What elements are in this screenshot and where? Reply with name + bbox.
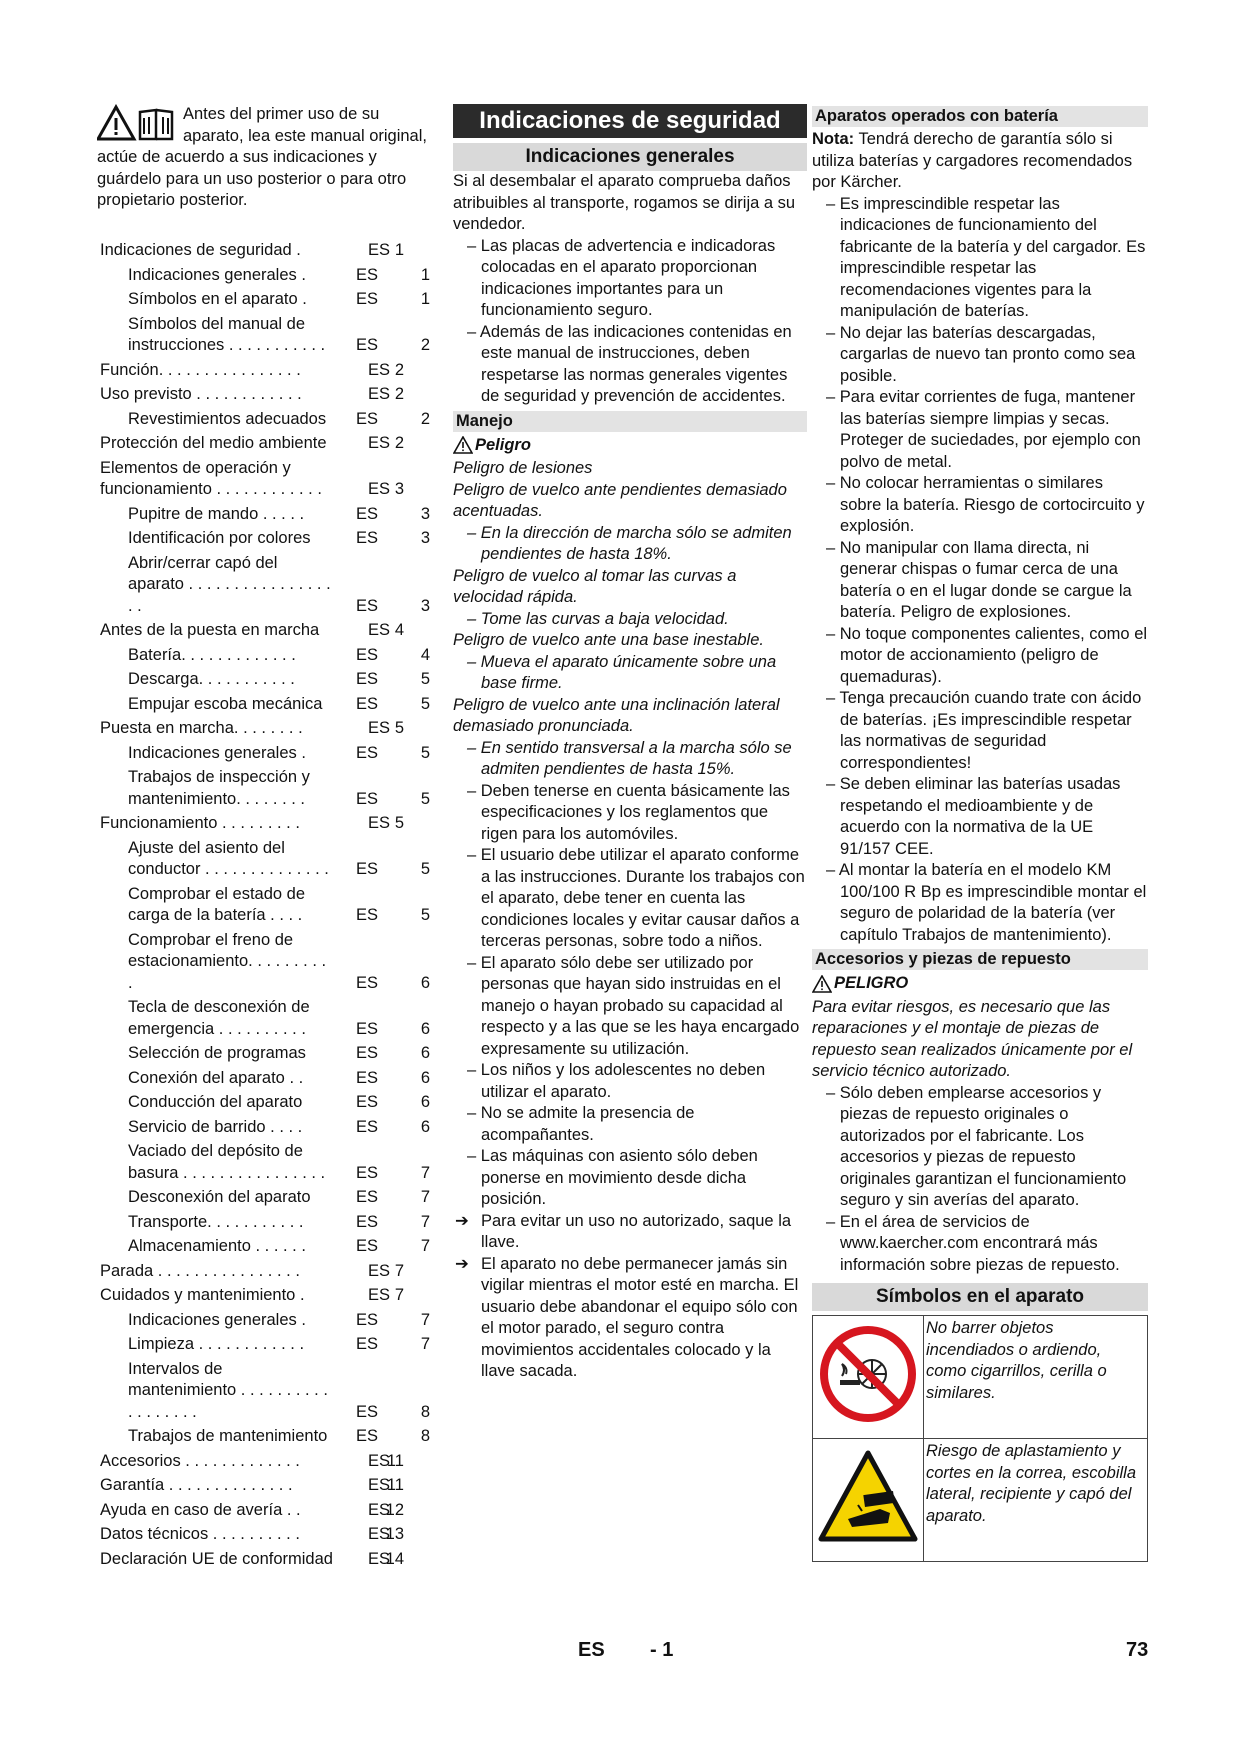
- toc-page: 2: [420, 336, 430, 354]
- table-row: [813, 1316, 1148, 1439]
- arrow-item: ➔ El aparato no debe permanecer jamás sin vigilar mientras el motor esté en marcha. El usuario debe abandonar el equipo sólo con el motor parado, el seguro contra movimientos accidentales colocado y la llave sacada.: [453, 1254, 807, 1383]
- toc-lang: ES: [355, 1068, 378, 1087]
- list-item: – Es imprescindible respetar las indicaciones de funcionamiento del fabricante de la batería y del cargador. Es imprescindible respetar las recomendaciones vigentes para la manipulación de baterías.: [812, 194, 1148, 323]
- toc-row: [100, 553, 430, 618]
- symbol2-text: Riesgo de aplastamiento y cortes en la correa, escobilla lateral, recipiente y capó del aparato.: [924, 1439, 1148, 1562]
- toc-row: [100, 458, 430, 501]
- general-heading: Indicaciones generales: [453, 143, 807, 171]
- toc-page: 4: [394, 621, 404, 639]
- toc-row: [100, 1524, 430, 1546]
- battery-heading: Aparatos operados con batería: [812, 106, 1148, 127]
- toc-row: [100, 265, 430, 287]
- toc-lang: ES: [355, 1237, 378, 1255]
- toc-lang: ES: [355, 409, 378, 428]
- toc-lang: ES: [355, 1044, 378, 1062]
- toc-title: Selección de programas: [128, 1044, 306, 1062]
- toc-title: Batería. . . . . . . . . . . . .: [128, 645, 296, 664]
- toc-page: 3: [420, 596, 430, 615]
- list-item: – Se deben eliminar las baterías usadas respetando el medioambiente y de acuerdo con la normativa de la UE 91/157 CEE.: [812, 774, 1148, 860]
- list-item: – No manipular con llama directa, ni generar chispas o fumar cerca de una batería o en el lugar donde se cargue la batería. Peligro de explosiones.: [812, 538, 1148, 624]
- toc-row: [100, 620, 430, 642]
- toc-row: [100, 1261, 430, 1283]
- toc-row: [100, 1426, 430, 1448]
- toc-page: 6: [420, 973, 430, 992]
- toc-page: 7: [420, 1335, 430, 1353]
- hazard-item: – Tome las curvas a baja velocidad.: [453, 609, 807, 631]
- list-item: – Además de las indicaciones contenidas en este manual de instrucciones, deben respetarse las normas generales vigentes de seguridad y prevención de accidentes.: [453, 322, 807, 408]
- toc-row: [100, 1141, 430, 1184]
- toc-title: Función. . . . . . . . . . . . . . . .: [100, 360, 301, 379]
- toc-row: [100, 884, 430, 927]
- list-item: – No dejar las baterías descargadas, cargarlas de nuevo tan pronto como sea posible.: [812, 323, 1148, 388]
- toc-lang: ES: [367, 241, 390, 259]
- toc-page: 5: [420, 906, 430, 924]
- toc-title: Trabajos de mantenimiento: [128, 1427, 328, 1445]
- list-item: – En el área de servicios de www.kaercher.com encontrará más información sobre piezas de repuesto.: [812, 1212, 1148, 1277]
- middle-column: [453, 104, 807, 1383]
- toc-row: [100, 1187, 430, 1209]
- toc-page: 1: [420, 290, 430, 308]
- toc-row: [100, 360, 430, 382]
- toc-title: Funcionamiento . . . . . . . . .: [100, 814, 300, 832]
- toc-lang: ES: [367, 1451, 390, 1470]
- toc-page: 7: [394, 1286, 404, 1304]
- toc-title: Puesta en marcha. . . . . . . .: [100, 719, 303, 737]
- toc-row: [100, 838, 430, 881]
- table-row: [813, 1439, 1148, 1562]
- list-item: – Para evitar corrientes de fuga, mantener las baterías siempre limpias y secas. Proteger de suciedades, por ejemplo con polvo de metal.: [812, 387, 1148, 473]
- toc-lang: ES: [355, 1163, 378, 1182]
- toc-row: [100, 433, 430, 455]
- intro-text: Antes del primer uso de su aparato, lea este manual original, actúe de acuerdo a sus indicaciones y guárdelo para un uso posterior o para otro propietario posterior.: [97, 105, 427, 209]
- toc-lang: ES: [367, 621, 390, 639]
- hazard-text: Peligro de lesiones: [453, 459, 593, 477]
- toc-title: Uso previsto . . . . . . . . . . . .: [100, 385, 302, 403]
- toc-row: [100, 813, 430, 835]
- toc-title: Intervalos de mantenimiento . . . . . . . . . . . . . . . . . .: [128, 1359, 328, 1421]
- toc-page: 7: [420, 1237, 430, 1255]
- toc-title: Indicaciones de seguridad .: [100, 241, 301, 259]
- toc-row: [100, 1212, 430, 1234]
- toc-lang: ES: [355, 1335, 378, 1353]
- warning-triangle-icon: [812, 975, 832, 993]
- toc-page: 5: [420, 860, 430, 878]
- toc-title: Identificación por colores: [128, 529, 311, 547]
- toc-page: 5: [420, 694, 430, 713]
- toc-title: Elementos de operación y funcionamiento . . . . . . . . . . . .: [100, 458, 322, 498]
- manual-book-icon: [140, 110, 172, 139]
- symbols-heading: Símbolos en el aparato: [812, 1283, 1148, 1311]
- toc-page: 4: [420, 645, 430, 664]
- list-item: – Las máquinas con asiento sólo deben ponerse en movimiento desde dicha posición.: [453, 1146, 807, 1211]
- toc-lang: ES: [355, 694, 378, 713]
- toc-title: Ayuda en caso de avería . .: [100, 1500, 301, 1519]
- toc-row: [100, 384, 430, 406]
- toc-title: Limpieza . . . . . . . . . . . .: [128, 1335, 305, 1353]
- toc-lang: ES: [355, 1093, 378, 1111]
- hazard-item: – Mueva el aparato únicamente sobre una base firme.: [453, 652, 807, 695]
- toc-title: Abrir/cerrar capó del aparato . . . . . . . . . . . . . . . . . .: [128, 553, 331, 615]
- toc-title: Tecla de desconexión de emergencia . . . . . . . . . .: [128, 998, 310, 1038]
- toc-row: [100, 718, 430, 740]
- toc-page: 11: [386, 1476, 404, 1494]
- main-heading: Indicaciones de seguridad: [453, 104, 807, 138]
- toc-page: 2: [394, 434, 404, 452]
- toc-lang: ES: [355, 645, 378, 664]
- toc-title: Cuidados y mantenimiento .: [100, 1286, 305, 1304]
- peligro-label: PELIGRO: [834, 974, 909, 992]
- toc-row: [100, 528, 430, 550]
- nota-label: Nota:: [812, 130, 855, 148]
- toc-lang: ES: [355, 670, 378, 688]
- toc-page: 5: [420, 743, 430, 762]
- toc-title: Comprobar el estado de carga de la batería . . . .: [128, 884, 306, 924]
- toc-page: 7: [420, 1212, 430, 1231]
- toc-title: Datos técnicos . . . . . . . . . .: [100, 1525, 300, 1543]
- toc-lang: ES: [355, 1019, 378, 1038]
- toc-page: 5: [420, 670, 430, 688]
- list-item: – Las placas de advertencia e indicadoras colocadas en el aparato proporcionan indicaciones importantes para un funcionamiento seguro.: [453, 236, 807, 322]
- toc-title: Símbolos en el aparato .: [128, 290, 307, 308]
- toc-row: [100, 1475, 430, 1497]
- toc-lang: ES: [355, 265, 378, 284]
- list-item: – Al montar la batería en el modelo KM 100/100 R Bp es imprescindible montar el seguro de polaridad de la batería (ver capítulo Trabajos de mantenimiento).: [812, 860, 1148, 946]
- toc-row: [100, 1043, 430, 1065]
- toc-row: [100, 1500, 430, 1522]
- toc-row: [100, 1117, 430, 1139]
- peligro-label: Peligro: [475, 435, 531, 454]
- toc-title: Símbolos del manual de instrucciones . . . . . . . . . . .: [128, 314, 326, 354]
- table-of-contents: [100, 240, 430, 1573]
- toc-title: Revestimientos adecuados: [128, 409, 327, 428]
- toc-row: [100, 1451, 430, 1473]
- toc-title: Indicaciones generales .: [128, 743, 306, 762]
- toc-lang: ES: [355, 1427, 378, 1445]
- toc-page: 7: [394, 1261, 404, 1280]
- toc-page: 3: [420, 504, 430, 523]
- toc-title: Conexión del aparato . .: [128, 1068, 304, 1087]
- toc-title: Descarga. . . . . . . . . . .: [128, 670, 295, 688]
- toc-lang: ES: [355, 504, 378, 523]
- hazard-text: Peligro de vuelco al tomar las curvas a velocidad rápida.: [453, 566, 737, 606]
- toc-row: [100, 930, 430, 995]
- toc-lang: ES: [367, 434, 390, 452]
- toc-title: Empujar escoba mecánica: [128, 694, 323, 713]
- toc-title: Pupitre de mando . . . . .: [128, 504, 305, 523]
- toc-lang: ES: [367, 1500, 390, 1519]
- toc-row: [100, 645, 430, 667]
- footer-page-number: 73: [1126, 1639, 1149, 1661]
- nota-paragraph: [812, 129, 1148, 194]
- toc-row: [100, 409, 430, 431]
- toc-title: Indicaciones generales .: [128, 1310, 306, 1329]
- toc-lang: ES: [355, 906, 378, 924]
- toc-title: Conducción del aparato: [128, 1093, 303, 1111]
- general-intro: Si al desembalar el aparato comprueba daños atribuibles al transporte, rogamos se dirija a su vendedor.: [453, 172, 796, 233]
- toc-lang: ES: [367, 360, 390, 379]
- toc-page: 7: [420, 1310, 430, 1329]
- toc-lang: ES: [355, 529, 378, 547]
- symbol-image-cell: [813, 1316, 924, 1439]
- hazard-item: – En la dirección de marcha sólo se admiten pendientes de hasta 18%.: [453, 523, 807, 566]
- toc-row: [100, 1068, 430, 1090]
- toc-page: 6: [420, 1044, 430, 1062]
- toc-lang: ES: [355, 1117, 378, 1136]
- toc-title: Desconexión del aparato: [128, 1188, 311, 1206]
- toc-lang: ES: [355, 1188, 378, 1206]
- toc-row: [100, 694, 430, 716]
- toc-lang: ES: [367, 1286, 390, 1304]
- toc-row: [100, 743, 430, 765]
- list-item: – Tenga precaución cuando trate con ácido de baterías. ¡Es imprescindible respetar las normativas de seguridad correspondientes!: [812, 688, 1148, 774]
- toc-page: 2: [394, 360, 404, 379]
- toc-page: 1: [394, 241, 404, 259]
- warning-triangle-icon: [453, 436, 473, 454]
- toc-lang: ES: [367, 1549, 390, 1568]
- toc-row: [100, 669, 430, 691]
- warning-triangle-icon: [98, 107, 134, 139]
- toc-row: [100, 1285, 430, 1307]
- no-burning-objects-icon: [818, 1324, 918, 1424]
- toc-page: 6: [420, 1117, 430, 1136]
- accessories-heading: Accesorios y piezas de repuesto: [812, 949, 1148, 970]
- toc-row: [100, 1092, 430, 1114]
- toc-lang: ES: [367, 719, 390, 737]
- toc-page: 5: [394, 719, 404, 737]
- toc-title: Declaración UE de conformidad: [100, 1549, 333, 1568]
- crush-hazard-icon: [818, 1449, 918, 1545]
- hazard-item: – En sentido transversal a la marcha sólo se admiten pendientes de hasta 15%.: [453, 738, 807, 781]
- symbols-table: [812, 1315, 1148, 1562]
- toc-row: [100, 997, 430, 1040]
- right-column: [812, 104, 1148, 1562]
- toc-lang: ES: [355, 789, 378, 808]
- toc-page: 12: [385, 1500, 404, 1519]
- intro-icons: [97, 104, 177, 144]
- hazard-text: Peligro de vuelco ante pendientes demasiado acentuadas.: [453, 480, 787, 520]
- toc-lang: ES: [355, 1212, 378, 1231]
- footer-section-page: - 1: [650, 1639, 674, 1661]
- toc-lang: ES: [355, 596, 378, 615]
- hazard-text: Peligro de vuelco ante una inclinación lateral demasiado pronunciada.: [453, 695, 780, 735]
- toc-row: [100, 1334, 430, 1356]
- peligro-label-row: [453, 435, 807, 457]
- toc-lang: ES: [367, 480, 390, 498]
- accessories-warning: Para evitar riesgos, es necesario que las reparaciones y el montaje de piezas de repuesto sean realizados únicamente por el servicio técnico autorizado.: [812, 997, 1133, 1080]
- toc-lang: ES: [355, 290, 378, 308]
- toc-page: 8: [420, 1402, 430, 1421]
- toc-title: Comprobar el freno de estacionamiento. . . . . . . . . .: [128, 930, 327, 992]
- toc-title: Indicaciones generales .: [128, 265, 306, 284]
- toc-lang: ES: [367, 1261, 390, 1280]
- list-item: – No toque componentes calientes, como el motor de accionamiento (peligro de quemaduras).: [812, 624, 1148, 689]
- toc-page: 13: [385, 1525, 404, 1543]
- toc-page: 5: [394, 814, 404, 832]
- intro-block: [97, 104, 429, 212]
- toc-page: 1: [420, 265, 430, 284]
- toc-title: Trabajos de inspección y mantenimiento. . . . . . . .: [128, 768, 310, 808]
- toc-page: 8: [420, 1427, 430, 1445]
- toc-page: 5: [420, 789, 430, 808]
- toc-page: 14: [385, 1549, 404, 1568]
- toc-row: [100, 314, 430, 357]
- manejo-heading: Manejo: [453, 411, 807, 432]
- toc-page: 3: [420, 529, 430, 547]
- toc-lang: ES: [367, 814, 390, 832]
- toc-title: Transporte. . . . . . . . . . .: [128, 1212, 304, 1231]
- left-column: [97, 104, 430, 1568]
- toc-title: Antes de la puesta en marcha: [100, 621, 320, 639]
- toc-page: 11: [386, 1451, 404, 1470]
- toc-page: 7: [420, 1188, 430, 1206]
- nota-text: Tendrá derecho de garantía sólo si utiliza baterías y cargadores recomendados por Kärcher.: [812, 130, 1133, 191]
- arrow-item: ➔ Para evitar un uso no autorizado, saque la llave.: [453, 1211, 807, 1254]
- list-item: – Sólo deben emplearse accesorios y piezas de repuesto originales o autorizados por el fabricante. Los accesorios y piezas de repuesto originales garantizan el funcionamiento seguro y sin averías del aparato.: [812, 1083, 1148, 1212]
- toc-row: [100, 1236, 430, 1258]
- toc-page: 6: [420, 1068, 430, 1087]
- toc-row: [100, 289, 430, 311]
- toc-lang: ES: [355, 1310, 378, 1329]
- toc-row: [100, 504, 430, 526]
- toc-title: Protección del medio ambiente: [100, 434, 327, 452]
- toc-row: [100, 240, 430, 262]
- list-item: – El aparato sólo debe ser utilizado por personas que hayan sido instruidas en el manejo o hayan probado su capacidad al respecto y a las que se les haya encargado expresamente su utilización.: [453, 953, 807, 1061]
- toc-title: Servicio de barrido . . . .: [128, 1117, 303, 1136]
- toc-page: 3: [394, 480, 404, 498]
- toc-lang: ES: [367, 385, 390, 403]
- symbol1-text: No barrer objetos incendiados o ardiendo, como cigarrillos, cerilla o similares.: [924, 1316, 1148, 1439]
- peligro-label-row: [812, 973, 1148, 995]
- list-item: – No se admite la presencia de acompañantes.: [453, 1103, 807, 1146]
- list-item: – Deben tenerse en cuenta básicamente las especificaciones y los reglamentos que rigen para los automóviles.: [453, 781, 807, 846]
- toc-lang: ES: [355, 1402, 378, 1421]
- toc-title: Accesorios . . . . . . . . . . . . .: [100, 1451, 300, 1470]
- toc-lang: ES: [355, 973, 378, 992]
- toc-title: Almacenamiento . . . . . .: [128, 1237, 306, 1255]
- toc-row: [100, 1359, 430, 1424]
- toc-title: Parada . . . . . . . . . . . . . . . .: [100, 1261, 300, 1280]
- symbol-image-cell: [813, 1439, 924, 1562]
- list-item: – No colocar herramientas o similares sobre la batería. Riesgo de cortocircuito y explosión.: [812, 473, 1148, 538]
- toc-row: [100, 1549, 430, 1571]
- toc-title: Garantía . . . . . . . . . . . . . .: [100, 1476, 293, 1494]
- toc-page: 2: [420, 409, 430, 428]
- toc-lang: ES: [355, 336, 378, 354]
- toc-title: Vaciado del depósito de basura . . . . . . . . . . . . . . . .: [128, 1142, 326, 1182]
- toc-page: 6: [420, 1093, 430, 1111]
- toc-row: [100, 1310, 430, 1332]
- toc-page: 6: [420, 1019, 430, 1038]
- toc-lang: ES: [367, 1525, 390, 1543]
- list-item: – El usuario debe utilizar el aparato conforme a las instrucciones. Durante los trabajos con el aparato, debe tener en cuenta las condiciones locales y evitar causar daños a terceras personas, sobre todo a niños.: [453, 845, 807, 953]
- footer-lang: ES: [578, 1639, 605, 1661]
- toc-title: Ajuste del asiento del conductor . . . . . . . . . . . . . .: [128, 838, 329, 878]
- toc-page: 2: [394, 385, 404, 403]
- list-item: – Los niños y los adolescentes no deben utilizar el aparato.: [453, 1060, 807, 1103]
- toc-page: 7: [420, 1163, 430, 1182]
- toc-lang: ES: [367, 1476, 390, 1494]
- toc-row: [100, 767, 430, 810]
- hazard-text: Peligro de vuelco ante una base inestable.: [453, 631, 764, 649]
- toc-lang: ES: [355, 743, 378, 762]
- toc-lang: ES: [355, 860, 378, 878]
